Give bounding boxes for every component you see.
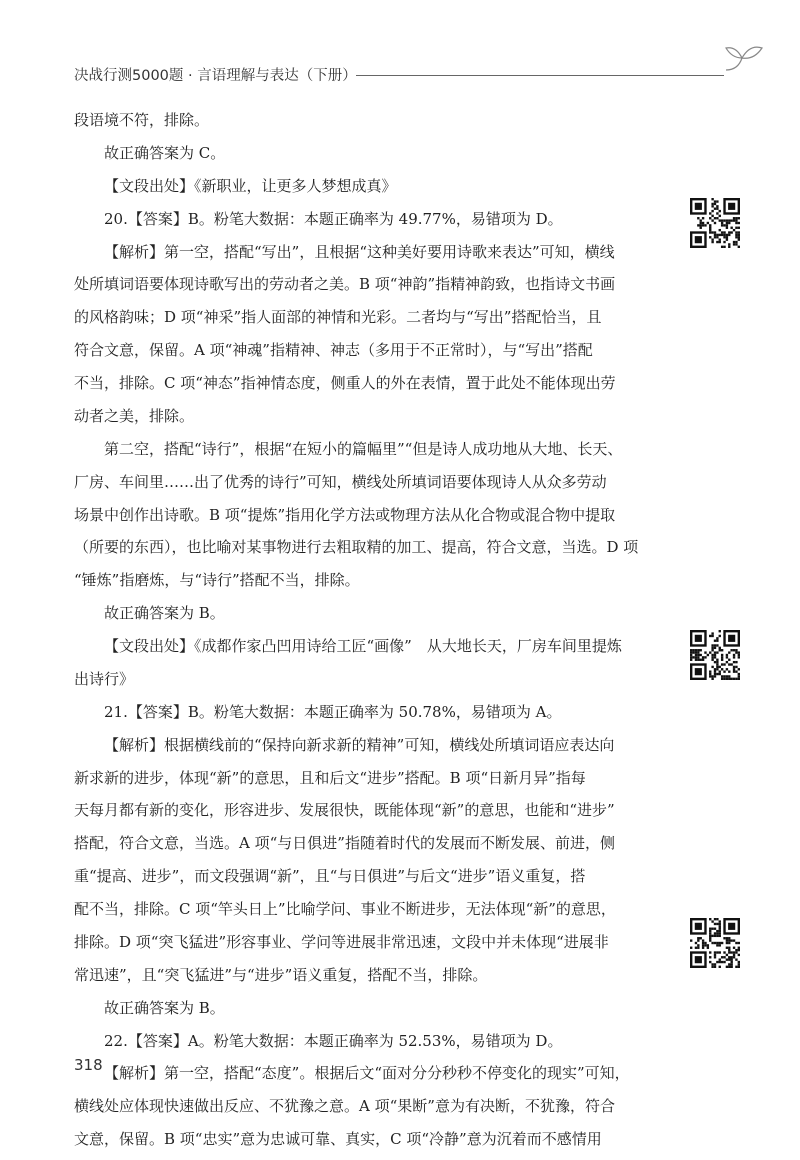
answer-explanations: [74, 108, 656, 1160]
answer-line: 21.【答案】B。粉笔大数据：本题正确率为 50.78%，易错项为 A。: [104, 702, 562, 721]
text-line: 【解析】第一空，搭配“态度”。根据后文“面对分分秒秒不停变化的现实”可知，: [104, 1064, 630, 1083]
qr-code-icon[interactable]: [690, 918, 740, 968]
text-line: 符合文意，保留。A 项“神魂”指精神、神志（多用于不正常时），与“写出”搭配: [74, 341, 593, 360]
text-line: 常迅速”，且“突飞猛进”与“进步”语义重复，搭配不当，排除。: [74, 965, 488, 984]
text-line: 第二空，搭配“诗行”，根据“在短小的篇幅里”“但是诗人成功地从大地、长天、: [104, 439, 623, 458]
running-header: [74, 62, 724, 86]
text-line: 动者之美，排除。: [74, 406, 195, 425]
text-line: 段语境不符，排除。: [74, 111, 210, 129]
text-line: 重“提高、进步”，而文段强调“新”，且“与日俱进”与后文“进步”语义重复，搭: [74, 867, 586, 886]
text-line: 的风格韵味；D 项“神采”指人面部的神情和光彩。二者均与“写出”搭配恰当，且: [74, 308, 602, 327]
text-line: 处所填词语要体现诗歌写出的劳动者之美。B 项“神韵”指精神韵致，也指诗文书画: [74, 275, 616, 294]
text-line: 配不当，排除。C 项“竿头日上”比喻学问、事业不断进步，无法体现“新”的意思，: [74, 900, 616, 918]
source-line: 【文段出处】《新职业，让更多人梦想成真》: [104, 176, 397, 195]
text-line: 故正确答案为 B。: [104, 604, 225, 623]
text-line: 故正确答案为 B。: [104, 998, 225, 1017]
text-line: 【解析】根据横线前的“保持向新求新的精神”可知，横线处所填词语应表达向: [104, 735, 615, 754]
text-line: 【解析】第一空，搭配“写出”，且根据“这种美好要用诗歌来表达”可知，横线: [104, 242, 615, 261]
text-line: 不当，排除。C 项“神态”指神情态度，侧重人的外在表情，置于此处不能体现出劳: [74, 374, 616, 392]
answer-line: 22.【答案】A。粉笔大数据：本题正确率为 52.53%，易错项为 D。: [104, 1031, 563, 1050]
header-rule: [356, 75, 724, 76]
text-line: 新求新的进步，体现“新”的意思，且和后文“进步”搭配。B 项“日新月异”指每: [74, 768, 586, 787]
leaf-ornament-icon: [720, 40, 770, 80]
text-line: “锤炼”指磨炼，与“诗行”搭配不当，排除。: [74, 571, 360, 590]
source-line: 【文段出处】《成都作家凸凹用诗给工匠“画像” 从大地长天，厂房车间里提炼: [104, 637, 622, 655]
answer-line: 20.【答案】B。粉笔大数据：本题正确率为 49.77%，易错项为 D。: [104, 209, 563, 228]
text-line: 故正确答案为 C。: [104, 143, 226, 162]
text-line: 横线处应体现快速做出反应、不犹豫之意。A 项“果断”意为有决断，不犹豫，符合: [74, 1097, 615, 1116]
qr-code-icon[interactable]: [690, 630, 740, 680]
text-line: （所要的东西），也比喻对某事物进行去粗取精的加工、提高，符合文意，当选。D 项: [74, 538, 639, 557]
qr-code-icon[interactable]: [690, 198, 740, 248]
source-line: 出诗行》: [74, 669, 135, 688]
page-number: 318: [74, 1056, 103, 1074]
text-line: 场景中创作出诗歌。B 项“提炼”指用化学方法或物理方法从化合物或混合物中提取: [74, 505, 616, 524]
text-line: 文意，保留。B 项“忠实”意为忠诚可靠、真实，C 项“冷静”意为沉着而不感情用: [74, 1130, 602, 1149]
text-line: 厂房、车间里……出了优秀的诗行”可知，横线处所填词语要体现诗人从众多劳动: [74, 472, 607, 491]
text-line: 天每月都有新的变化，形容进步、发展很快，既能体现“新”的意思，也能和“进步”: [74, 801, 615, 820]
text-line: 排除。D 项“突飞猛进”形容事业、学问等进展非常迅速，文段中并未体现“进展非: [74, 932, 609, 951]
text-line: 搭配，符合文意，当选。A 项“与日俱进”指随着时代的发展而不断发展、前进，侧: [74, 834, 615, 853]
book-title: 决战行测5000题 · 言语理解与表达（下册）: [74, 68, 357, 84]
